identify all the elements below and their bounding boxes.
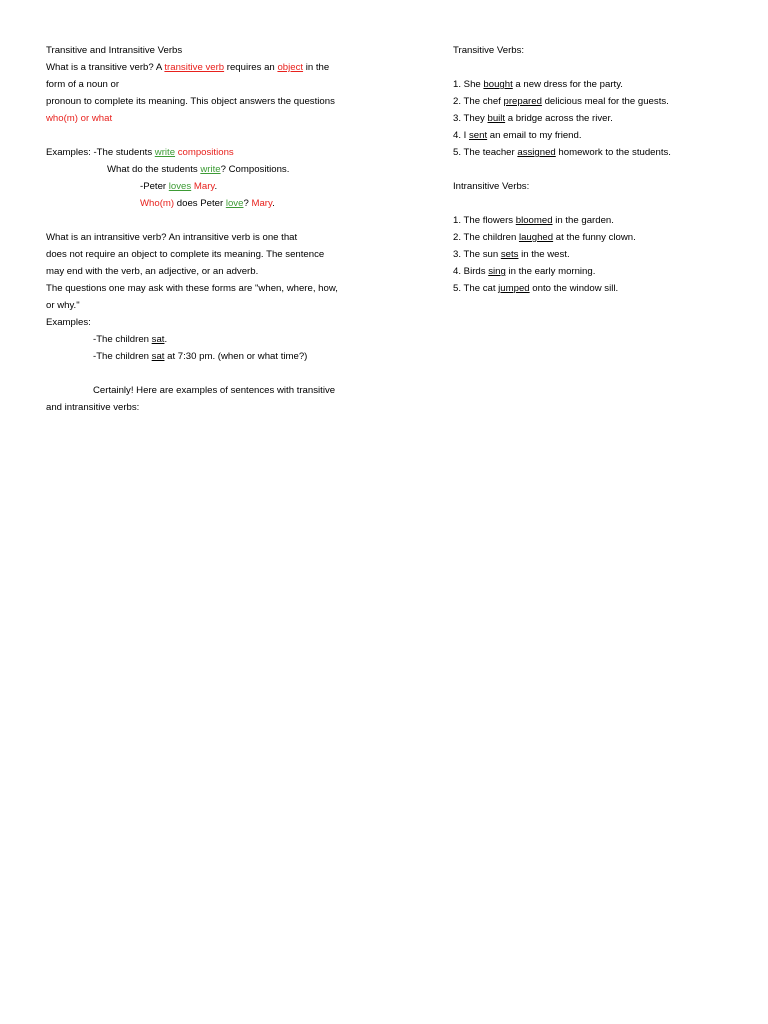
text: Examples: [46, 317, 91, 328]
text: 1. The flowers [453, 215, 516, 226]
object-mary: Mary [251, 198, 273, 209]
transitive-definition-line-4 [46, 110, 376, 127]
intransitive-example-2 [46, 348, 376, 365]
text: pronoun to complete its meaning. This object answers the questions [46, 96, 335, 107]
text: or why." [46, 300, 80, 311]
text: Transitive Verbs: [453, 45, 525, 56]
text: form of a noun or [46, 79, 120, 90]
text: onto the window sill. [529, 283, 619, 294]
intransitive-sentence-1 [453, 212, 753, 229]
title-text: Transitive and Intransitive Verbs [46, 45, 183, 56]
transitive-example-1 [46, 144, 376, 161]
transitive-definition-line-1 [46, 59, 376, 76]
spacer [453, 195, 753, 212]
verb-love: love [225, 198, 244, 209]
verb: laughed [518, 232, 554, 243]
text: does Peter [174, 198, 226, 209]
transitive-definition-line-3 [46, 93, 376, 110]
text: . [214, 181, 218, 192]
text: 5. The teacher [453, 147, 518, 158]
text: -The children [93, 351, 152, 362]
text: an email to my friend. [487, 130, 582, 141]
transitive-example-4 [46, 195, 376, 212]
text: in the early morning. [505, 266, 596, 277]
transitive-example-3 [46, 178, 376, 195]
spacer [46, 212, 376, 229]
text: What is a transitive verb? A [46, 62, 165, 73]
text: in the garden. [552, 215, 614, 226]
verb: assigned [517, 147, 556, 158]
verb-write: write [200, 164, 221, 175]
text: 1. She [453, 79, 484, 90]
verb-sat: sat [151, 334, 165, 345]
term-object: object [277, 62, 304, 73]
verb: bloomed [515, 215, 553, 226]
text: 4. Birds [453, 266, 489, 277]
intransitive-sentence-5 [453, 280, 753, 297]
spacer [453, 59, 753, 76]
verb: built [487, 113, 506, 124]
transitive-example-2 [46, 161, 376, 178]
transitive-sentence-2 [453, 93, 753, 110]
text: at the funny clown. [553, 232, 636, 243]
verb: sent [469, 130, 488, 141]
verb: sets [500, 249, 519, 260]
intransitive-sentence-3 [453, 246, 753, 263]
transitive-definition-line-2 [46, 76, 376, 93]
text: a new dress for the party. [512, 79, 623, 90]
verb-write: write [154, 147, 176, 158]
question-whom: Who(m) [140, 198, 175, 209]
text: delicious meal for the guests. [541, 96, 669, 107]
text: and intransitive verbs: [46, 402, 140, 413]
intransitive-definition-line-1 [46, 229, 376, 246]
text: who(m) or what [46, 113, 113, 124]
text: -The children [93, 334, 152, 345]
verb: jumped [498, 283, 530, 294]
text: -Peter [140, 181, 169, 192]
right-column [453, 42, 753, 297]
text: in the west. [518, 249, 570, 260]
text: Intransitive Verbs: [453, 181, 530, 192]
intransitive-definition-line-3 [46, 263, 376, 280]
intransitive-sentence-4 [453, 263, 753, 280]
intransitive-definition-line-5 [46, 297, 376, 314]
verb: bought [483, 79, 513, 90]
transitive-sentence-3 [453, 110, 753, 127]
transitive-sentence-4 [453, 127, 753, 144]
verb: prepared [503, 96, 542, 107]
text: 5. The cat [453, 283, 499, 294]
intransitive-definition-line-4 [46, 280, 376, 297]
text: 3. The sun [453, 249, 501, 260]
text: in the [303, 62, 330, 73]
intransitive-examples-label [46, 314, 376, 331]
verb-sat: sat [151, 351, 165, 362]
text: 2. The chef [453, 96, 504, 107]
text: 4. I [453, 130, 469, 141]
text: at 7:30 pm. (when or what time?) [164, 351, 308, 362]
left-column [46, 42, 376, 416]
text: 3. They [453, 113, 488, 124]
text: requires an [224, 62, 278, 73]
certainly-line-1 [46, 382, 376, 399]
intransitive-example-1 [46, 331, 376, 348]
text: Examples: -The students [46, 147, 155, 158]
spacer [453, 161, 753, 178]
text: . [164, 334, 168, 345]
transitive-heading [453, 42, 753, 59]
intransitive-heading [453, 178, 753, 195]
text: What do the students [107, 164, 201, 175]
spacer [46, 365, 376, 382]
text: 2. The children [453, 232, 519, 243]
transitive-sentence-5 [453, 144, 753, 161]
object-mary: Mary [191, 181, 215, 192]
text: ? [243, 198, 252, 209]
document-title [46, 42, 376, 59]
spacer [46, 127, 376, 144]
term-transitive-verb: transitive verb [164, 62, 225, 73]
text: Certainly! Here are examples of sentences with transitive [93, 385, 336, 396]
verb-loves: loves [168, 181, 192, 192]
intransitive-sentence-2 [453, 229, 753, 246]
text: ? Compositions. [220, 164, 290, 175]
intransitive-definition-line-2 [46, 246, 376, 263]
transitive-sentence-1 [453, 76, 753, 93]
object-compositions: compositions [175, 147, 234, 158]
text: The questions one may ask with these forms are "when, where, how, [46, 283, 338, 294]
verb: sing [488, 266, 506, 277]
certainly-line-2 [46, 399, 376, 416]
text: What is an intransitive verb? An intransitive verb is one that [46, 232, 298, 243]
text: . [272, 198, 275, 209]
text: does not require an object to complete its meaning. The sentence [46, 249, 325, 260]
text: homework to the students. [555, 147, 671, 158]
text: may end with the verb, an adjective, or an adverb. [46, 266, 259, 277]
text: a bridge across the river. [505, 113, 613, 124]
